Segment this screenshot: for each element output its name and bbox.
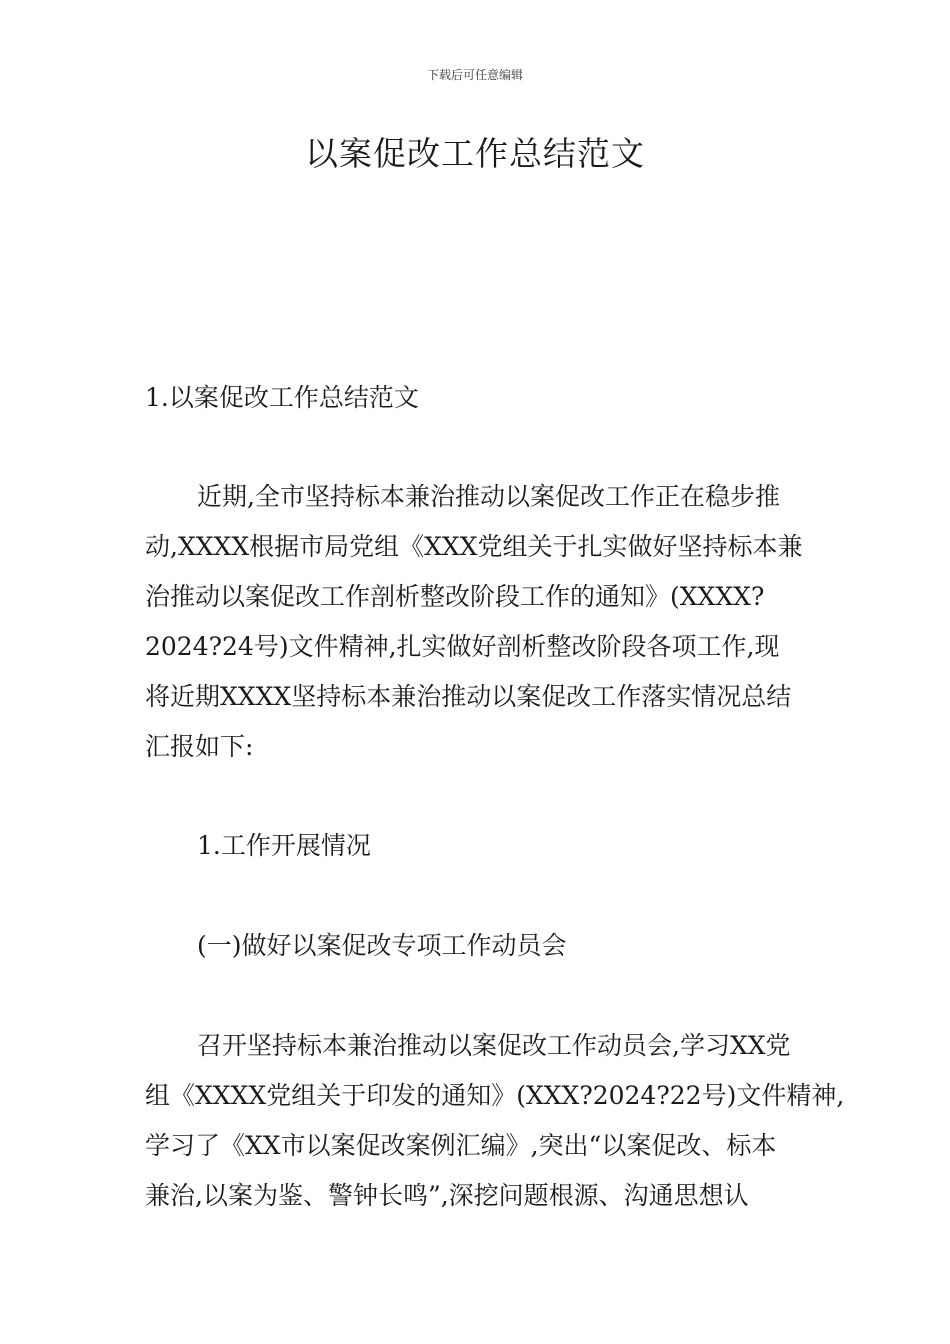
paragraph-line: 近期,全市坚持标本兼治推动以案促改工作正在稳步推	[197, 482, 780, 511]
header-note: 下载后可任意编辑	[426, 68, 523, 82]
paragraph-line: 召开坚持标本兼治推动以案促改工作动员会,学习XX党	[197, 1031, 791, 1060]
paragraph-line: 治推动以案促改工作剖析整改阶段工作的通知》(XXXX?	[145, 582, 765, 611]
section-title: 1.以案促改工作总结范文	[145, 383, 419, 412]
heading-mobilization-meeting: (一)做好以案促改专项工作动员会	[197, 931, 567, 960]
paragraph-line: 将近期XXXX坚持标本兼治推动以案促改工作落实情况总结	[145, 682, 792, 711]
document-title: 以案促改工作总结范文	[305, 134, 645, 173]
paragraph-line: 动,XXXX根据市局党组《XXX党组关于扎实做好坚持标本兼	[145, 532, 803, 561]
paragraph-line: 汇报如下:	[145, 732, 254, 761]
paragraph-line: 组《XXXX党组关于印发的通知》(XXX?2024?22号)文件精神,	[145, 1081, 845, 1110]
paragraph-line: 2024?24号)文件精神,扎实做好剖析整改阶段各项工作,现	[145, 632, 780, 661]
paragraph-line: 兼治,以案为鉴、警钟长鸣”,深挖问题根源、沟通思想认	[145, 1181, 749, 1210]
paragraph-line: 学习了《XX市以案促改案例汇编》,突出“以案促改、标本	[145, 1131, 777, 1160]
heading-work-status: 1.工作开展情况	[197, 831, 371, 860]
